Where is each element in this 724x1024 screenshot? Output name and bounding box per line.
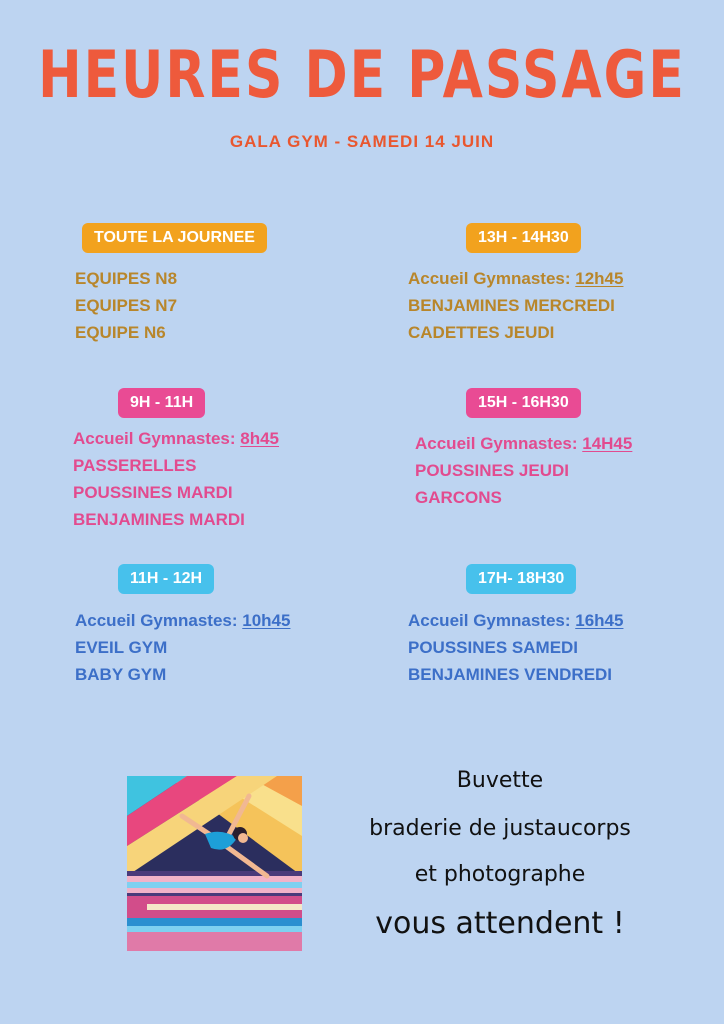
group-item: POUSSINES SAMEDI <box>408 638 579 657</box>
group-list <box>415 430 632 511</box>
group-item: GARCONS <box>415 488 502 507</box>
group-list <box>408 607 623 688</box>
accueil-line <box>408 265 623 292</box>
time-badge: 9H - 11H <box>118 388 205 418</box>
group-list <box>75 265 177 346</box>
accueil-time: 14H45 <box>582 434 633 453</box>
accueil-label: Accueil Gymnastes: <box>415 434 583 453</box>
group-item: BABY GYM <box>75 665 167 684</box>
time-badge: TOUTE LA JOURNEE <box>82 223 267 253</box>
accueil-label: Accueil Gymnastes: <box>408 269 576 288</box>
page-title: HEURES DE PASSAGE <box>38 38 686 113</box>
time-badge: 17H- 18H30 <box>466 564 576 594</box>
group-list <box>73 425 279 533</box>
group-item: POUSSINES JEUDI <box>415 461 569 480</box>
accueil-time: 10h45 <box>242 611 291 630</box>
accueil-time: 12h45 <box>575 269 624 288</box>
accueil-time: 8h45 <box>240 429 279 448</box>
accueil-time: 16h45 <box>575 611 624 630</box>
gymnast-icon <box>127 776 302 951</box>
group-item: CADETTES JEUDI <box>408 323 555 342</box>
group-item: EQUIPE N6 <box>75 323 166 342</box>
group-item: BENJAMINES VENDREDI <box>408 665 613 684</box>
group-list <box>75 607 290 688</box>
accueil-label: Accueil Gymnastes: <box>73 429 241 448</box>
footer-line-1: Buvette <box>456 768 544 793</box>
group-item: EQUIPES N7 <box>75 296 178 315</box>
accueil-line <box>75 607 290 634</box>
time-badge: 15H - 16H30 <box>466 388 581 418</box>
gymnast-illustration <box>127 776 302 951</box>
footer-line-3: et photographe <box>414 862 586 887</box>
footer-line-4: vous attendent ! <box>375 906 625 941</box>
accueil-line <box>408 607 623 634</box>
accueil-label: Accueil Gymnastes: <box>408 611 576 630</box>
group-item: EQUIPES N8 <box>75 269 178 288</box>
time-badge: 13H - 14H30 <box>466 223 581 253</box>
group-list <box>408 265 623 346</box>
event-subtitle: GALA GYM - SAMEDI 14 JUIN <box>229 132 495 151</box>
group-item: POUSSINES MARDI <box>73 483 233 502</box>
accueil-label: Accueil Gymnastes: <box>75 611 243 630</box>
group-item: EVEIL GYM <box>75 638 168 657</box>
accueil-line <box>73 425 279 452</box>
footer-line-2: braderie de justaucorps <box>369 816 631 841</box>
group-item: BENJAMINES MARDI <box>73 510 245 529</box>
accueil-line <box>415 430 632 457</box>
time-badge: 11H - 12H <box>118 564 214 594</box>
group-item: PASSERELLES <box>73 456 197 475</box>
group-item: BENJAMINES MERCREDI <box>408 296 615 315</box>
